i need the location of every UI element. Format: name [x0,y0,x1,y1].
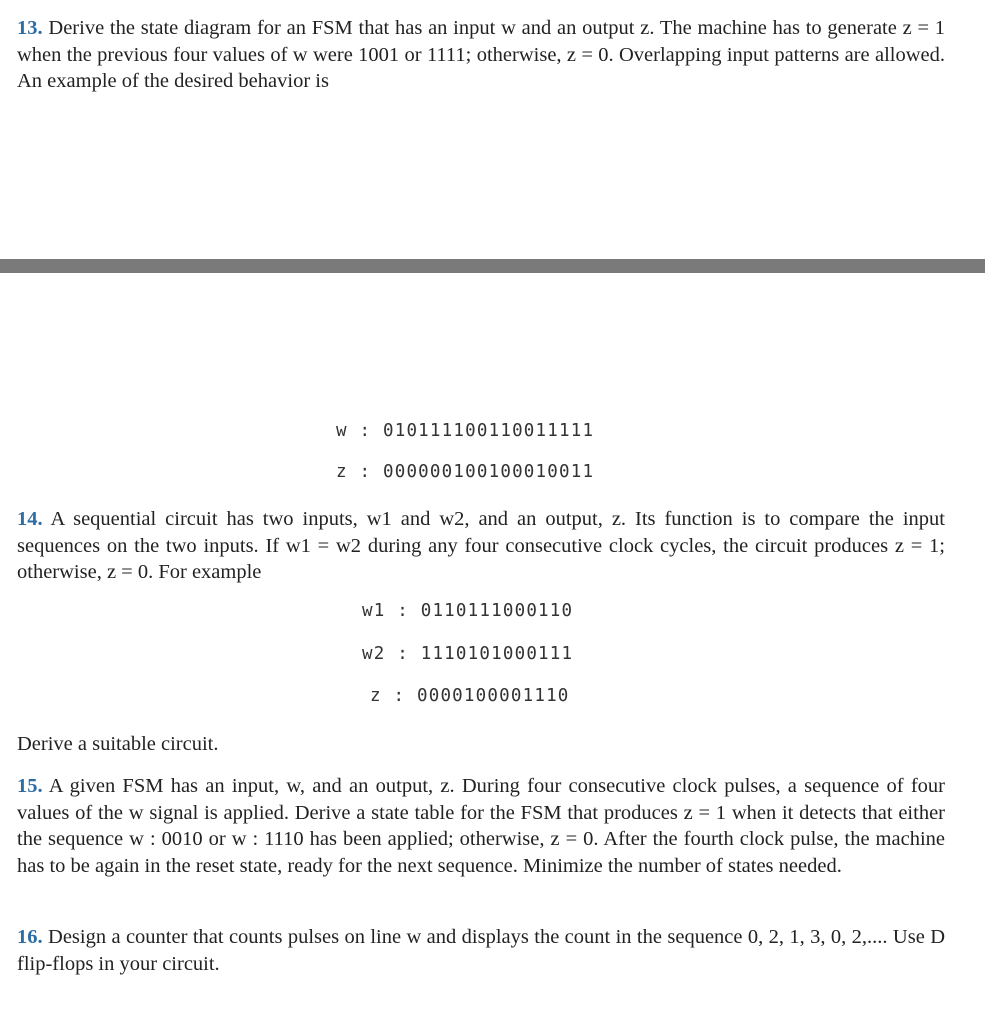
problem-16 [17,924,945,977]
example-14-z-row [370,686,570,706]
example-14-w2-row [362,644,573,664]
problem-13-number: 13. [17,17,43,39]
problem-16-text: Design a counter that counts pulses on line w and displays the count in the sequence 0, 2, 1, 3, 0, 2,.... Use D flip-flops in your circuit. [17,926,945,975]
example-13-z-row [336,462,594,482]
problem-16-number: 16. [17,926,43,948]
problem-13-text: Derive the state diagram for an FSM that has an input w and an output z. The machine has to generate z = 1 when the previous four values of w were 1001 or 1111; otherwise, z = 0. Overlapping input patterns are allowed. An example of the desired behavior is [17,17,946,92]
example-13-z-label: z : [336,462,372,482]
example-14-w1-value: 0110111000110 [420,601,574,621]
page-divider [0,259,985,273]
example-14-w1-label: w1 : [362,601,409,621]
derive-circuit-text: Derive a suitable circuit. [17,733,219,755]
example-14-w2-label: w2 : [362,644,409,664]
derive-circuit-line [17,731,945,758]
problem-14-number: 14. [17,508,43,530]
problem-14 [17,506,945,586]
example-13-w-row [336,421,594,441]
example-14-z-value: 0000100001110 [416,686,570,706]
example-14-w1-row [362,601,573,621]
example-13-z-value: 000000100100010011 [382,462,595,482]
problem-14-text: A sequential circuit has two inputs, w1 and w2, and an output, z. Its function is to compare the input sequences on the two inputs. If w1 = w2 during any four consecutive clock cycles, the circuit produces z = 1; otherwise, z = 0. For example [17,508,945,583]
problem-15-number: 15. [17,775,43,797]
problem-13 [17,15,945,95]
example-13-w-label: w : [336,421,372,441]
example-14-w2-value: 1110101000111 [420,644,574,664]
example-14-z-label: z : [370,686,406,706]
problem-15-text: A given FSM has an input, w, and an output, z. During four consecutive clock pulses, a sequence of four values of the w signal is applied. Derive a state table for the FSM that produces z = 1 when it detects that either the sequence w : 0010 or w : 1110 has been applied; otherwise, z = 0. After the fourth clock pulse, the machine has to be again in the reset state, ready for the next sequence. Minimize the number of states needed. [17,775,945,877]
problem-15 [17,773,945,879]
example-13-w-value: 010111100110011111 [382,421,595,441]
